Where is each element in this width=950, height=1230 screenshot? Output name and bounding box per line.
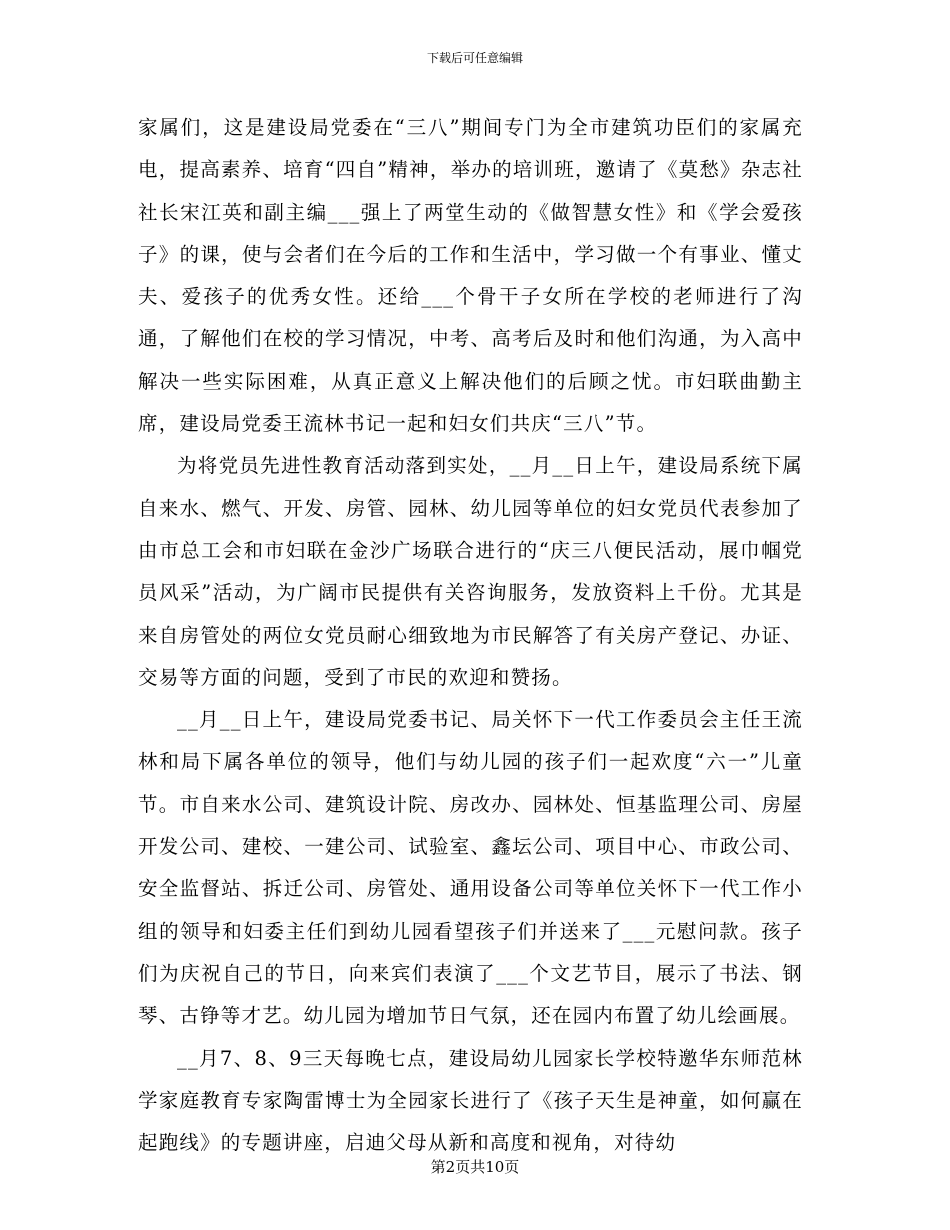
paragraph-4: __月7、8、9三天每晚七点，建设局幼儿园家长学校特邀华东师范林学家庭教育专家陶雷博士为全园家长进行了《孩子天生是神童，如何赢在起跑线》的专题讲座，启迪父母从新和高度和视角，对待幼 <box>138 1046 803 1155</box>
document-body <box>138 107 803 1164</box>
page-footer: 第2页共10页 <box>430 1158 520 1176</box>
paragraph-2: 为将党员先进性教育活动落到实处，__月__日上午，建设局系统下属自来水、燃气、开发、房管、园林、幼儿园等单位的妇女党员代表参加了由市总工会和市妇联在金沙广场联合进行的“庆三八便民活动，展巾帼党员风采”活动，为广阔市民提供有关咨询服务，发放资料上千份。尤其是来自房管处的两位女党员耐心细致地为市民解答了有关房产登记、办证、交易等方面的问题，受到了市民的欢迎和赞扬。 <box>138 454 803 689</box>
page-header: 下载后可任意编辑 <box>426 51 523 65</box>
paragraph-3: __月__日上午，建设局党委书记、局关怀下一代工作委员会主任王流林和局下属各单位的领导，他们与幼儿园的孩子们一起欢度“六一”儿童节。市自来水公司、建筑设计院、房改办、园林处、恒基监理公司、房屋开发公司、建校、一建公司、试验室、鑫坛公司、项目中心、市政公司、安全监督站、拆迁公司、房管处、通用设备公司等单位关怀下一代工作小组的领导和妇委主任们到幼儿园看望孩子们并送来了___元慰问款。孩子们为庆祝自己的节日，向来宾们表演了___个文艺节目，展示了书法、钢琴、古铮等才艺。幼儿园为增加节日气氛，还在园内布置了幼儿绘画展。 <box>138 708 803 1028</box>
paragraph-1: 家属们，这是建设局党委在“三八”期间专门为全市建筑功臣们的家属充电，提高素养、培育“四自”精神，举办的培训班，邀请了《莫愁》杂志社社长宋江英和副主编___强上了两堂生动的《做智慧女性》和《学会爱孩子》的课，使与会者们在今后的工作和生活中，学习做一个有事业、懂丈夫、爱孩子的优秀女性。还给___个骨干子女所在学校的老师进行了沟通，了解他们在校的学习情况，中考、高考后及时和他们沟通，为入高中解决一些实际困难，从真正意义上解决他们的后顾之忧。市妇联曲勤主席，建设局党委王流林书记一起和妇女们共庆“三八”节。 <box>138 116 803 436</box>
